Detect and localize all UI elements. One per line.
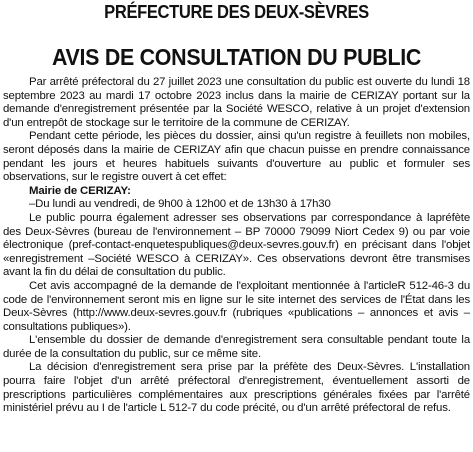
prefecture-heading: PRÉFECTURE DES DEUX-SÈVRES — [104, 2, 369, 22]
paragraph-consultation-dates: Par arrêté préfectoral du 27 juillet 2023 une consultation du public est ouverte du lundi 18 septembre 2023 au mardi 17 octobre 2023 inclus dans la mairie de CERIZAY portant sur la demande d'enregistrement présentée par la Société WESCO, relative à un projet d'extension d'un entrepôt de stockage sur le territoire de la commune de CERIZAY. — [3, 76, 470, 129]
paragraph-observations: Le public pourra également adresser ses observations par correspondance à lapréfète des Deux-Sèvres (bureau de l'environnement – BP 70000 79099 Niort Cedex 9) ou par voie électronique (pref-contact-enquetespubliques@deux-sevres.gouv.fr) en précisant dans l'objet «enregistrement –Société WESCO à CERIZAY». Ces observations devront être transmises avant la fin du délai de consultation du public. — [3, 211, 470, 279]
opening-hours: –Du lundi au vendredi, de 9h00 à 12h00 et de 13h30 à 17h30 — [29, 198, 331, 211]
paragraph-dossier-online: L'ensemble du dossier de demande d'enregistrement sera consultable pendant toute la durée de la consultation du public, sur ce même site. — [3, 334, 470, 360]
paragraph-online-publication: Cet avis accompagné de la demande de l'exploitant mentionnée à l'articleR 512-46-3 du code de l'environnement seront mis en ligne sur le site internet des services de l'État dans les Deux-Sèvres (http://www.deux-sevres.gouv.fr (rubriques «publications – annonces et avis – consultations publiques»). — [3, 279, 470, 333]
mairie-heading: Mairie de CERIZAY: — [29, 184, 131, 197]
paragraph-decision: La décision d'enregistrement sera prise par la préfète des Deux-Sèvres. L'installation pourra faire l'objet d'un arrêté préfectoral d'enregistrement, éventuellement assorti de prescriptions particulières complémentaires aux prescriptions générales fixées par l'arrêté ministériel prévu au I de l'article L 512-7 du code précité, ou d'un arrêté préfectoral de refus. — [3, 361, 470, 415]
notice-title: AVIS DE CONSULTATION DU PUBLIC — [51, 44, 422, 70]
notice-body — [3, 76, 470, 416]
paragraph-dossier-deposit: Pendant cette période, les pièces du dossier, ainsi qu'un registre à feuillets non mobiles, seront déposés dans la mairie de CERIZAY afin que chacun puisse en prendre connaissance pendant les jours et heures habituels suivants d'ouverture au public et formuler ses observations, sur le registre ouvert à cet effet: — [3, 130, 470, 184]
